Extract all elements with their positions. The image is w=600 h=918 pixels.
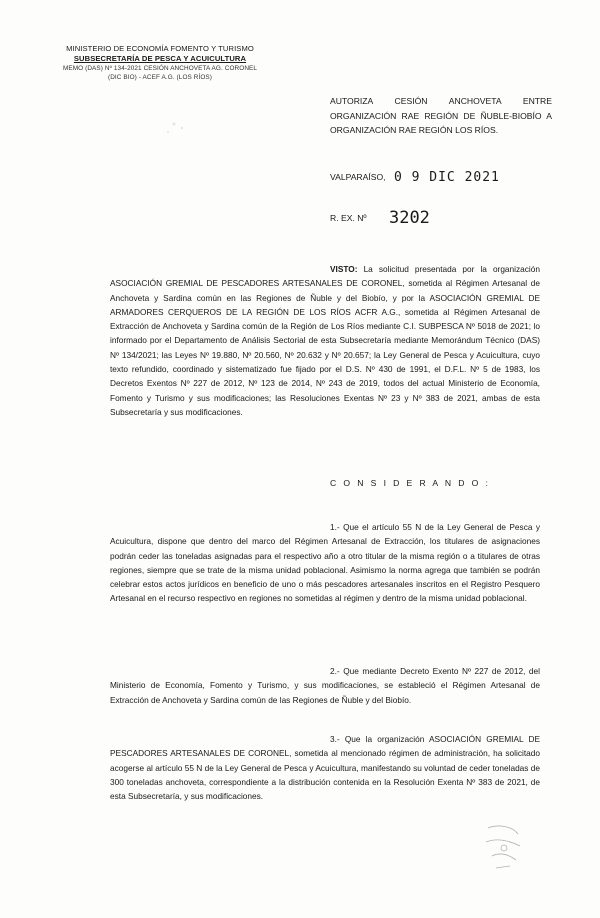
ministry-name: MINISTERIO DE ECONOMÍA FOMENTO Y TURISMO xyxy=(66,44,254,53)
date-city: VALPARAÍSO, xyxy=(330,172,386,182)
resolution-label: R. EX. Nº xyxy=(330,213,367,223)
considerando-item-number: 2.- xyxy=(330,666,340,676)
visto-text: La solicitud presentada por la organización ASOCIACIÓN GREMIAL DE PESCADORES ARTESANALES DE CORONEL, sometida al Régimen Artesanal de Anchoveta y Sardina común en las Regiones de Ñuble y del Biobío, y por la ASOCIACIÓN GREMIAL DE ARMADORES CERQUEROS DE LA REGIÓN DE LOS RÍOS ACFR A.G., sometida al Régimen Artesanal de Extracción de Anchoveta y Sardina común de la Región de Los Ríos mediante C.I. SUBPESCA Nº 5018 de 2021; lo informado por el Departamento de Análisis Sectorial de esta Subsecretaría mediante Memorándum Técnico (DAS) Nº 134/2021; las Leyes Nº 19.880, Nº 20.560, Nº 20.632 y Nº 20.657; la Ley General de Pesca y Acuicultura, cuyo texto refundido, coordinado y sistematizado fue fijado por el D.S. Nº 430 de 1991, el D.F.L. Nº 5 de 1983, los Decretos Exentos Nº 227 de 2012, Nº 123 de 2014, Nº 243 de 2019, todos del actual Ministerio de Economía, Fomento y Turismo y sus modificaciones; las Resoluciones Exentas Nº 23 y Nº 383 de 2021, ambas de esta Subsecretaría y sus modificaciones. xyxy=(110,264,540,417)
considerando-item-text: Que el artículo 55 N de la Ley General de Pesca y Acuicultura, dispone que dentro del marco del Régimen Artesanal de Extracción, los titulares de asignaciones podrán ceder las toneladas asignadas para el respectivo año a otro titular de la misma región o a titulares de otras regiones, siempre que se trate de la misma unidad poblacional. Asimismo la norma agrega que también se podrán celebrar estos actos jurídicos en beneficio de uno o más pescadores artesanales inscritos en el Registro Pesquero Artesanal en el recurso respectivo en regiones no sometidas al régimen y dentro de la misma unidad poblacional. xyxy=(110,522,540,604)
resolution-number-line xyxy=(330,208,430,228)
letterhead xyxy=(40,44,280,82)
seal-stamp-mark xyxy=(478,820,528,876)
considerando-item xyxy=(110,520,540,606)
considerando-heading: C O N S I D E R A N D O : xyxy=(330,478,491,488)
resolution-number: 3202 xyxy=(388,208,430,228)
visto-paragraph xyxy=(110,262,540,419)
considerando-item-number: 3.- xyxy=(330,734,340,744)
visto-label: VISTO: xyxy=(330,264,358,274)
considerando-item-number: 1.- xyxy=(330,522,340,532)
considerando-item-text: Que mediante Decreto Exento Nº 227 de 2012, del Ministerio de Economía, Fomento y Turismo, y sus modificaciones, se estableció el Régimen Artesanal de Extracción de Anchoveta y Sardina común de las Regiones de Ñuble y del Biobío. xyxy=(110,666,540,705)
date-stamp: 0 9 DIC 2021 xyxy=(393,170,500,185)
considerando-item-text: Que la organización ASOCIACIÓN GREMIAL DE PESCADORES ARTESANALES DE CORONEL, sometida al mencionado régimen de administración, ha solicitado acogerse al artículo 55 N de la Ley General de Pesca y Acuicultura, manifestando su voluntad de ceder toneladas de 300 toneladas anchoveta, correspondiente a la distribución contenida en la Resolución Exenta Nº 383 de 2021, de esta Subsecretaría, y sus modificaciones. xyxy=(110,734,540,802)
considerando-item xyxy=(110,664,540,707)
resolution-subject: AUTORIZA CESIÓN ANCHOVETA ENTRE ORGANIZACIÓN RAE REGIÓN DE ÑUBLE-BIOBÍO A ORGANIZACIÓN RAE REGIÓN LOS RÍOS. xyxy=(330,96,552,135)
memo-reference: MEMO (DAS) Nº 134-2021 CESIÓN ANCHOVETA AG. CORONEL xyxy=(62,65,258,72)
faded-stamp-mark xyxy=(110,104,230,144)
subsecretary-name: SUBSECRETARÍA DE PESCA Y ACUICULTURA xyxy=(73,54,247,63)
considerando-item xyxy=(110,732,540,803)
memo-reference-sub: (DIC BIO) - ACEF A.G. (LOS RÍOS) xyxy=(107,74,213,81)
date-line xyxy=(330,170,500,185)
